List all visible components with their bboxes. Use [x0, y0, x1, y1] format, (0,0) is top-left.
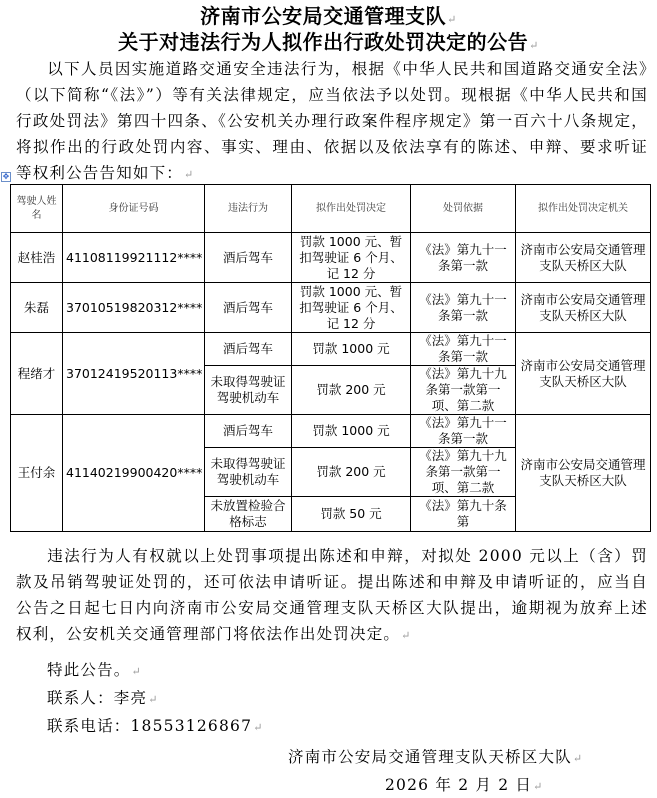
penalty: 罚款 200 元: [292, 366, 411, 415]
paragraph-mark-icon: ↵: [533, 780, 544, 793]
title-line-2: [0, 30, 657, 58]
violation: 未取得驾驶证驾驶机动车: [205, 366, 292, 415]
table-row: [11, 233, 651, 283]
penalty: 罚款 1000 元、暂扣驾驶证 6 个月、记 12 分: [292, 283, 411, 333]
header-penalty: 拟作出处罚决定: [292, 185, 411, 233]
paragraph-mark-icon: ↵: [148, 693, 159, 706]
penalty-table: [10, 184, 651, 532]
paragraph-mark-icon: ↵: [572, 752, 584, 765]
contact-person-text: 联系人：李亮: [47, 689, 148, 707]
violation: 未取得驾驶证驾驶机动车: [205, 448, 292, 497]
penalty: 罚款 1000 元: [292, 415, 411, 448]
table-row: [11, 283, 651, 333]
driver-name: 朱磊: [11, 283, 63, 333]
violation: 未放置检验合格标志: [205, 497, 292, 532]
paragraph-mark-icon: ↵: [447, 13, 457, 26]
paragraph-mark-icon: ↵: [184, 168, 195, 181]
date-line: [385, 775, 544, 797]
paragraph-mark-icon: ↵: [253, 721, 264, 734]
agency: 济南市公安局交通管理支队天桥区大队: [516, 333, 651, 415]
date-text: 2026 年 2 月 2 日: [385, 776, 533, 794]
table-row: [11, 333, 651, 366]
id-number: 41108119921112****: [63, 233, 205, 283]
announce-line: [47, 660, 142, 682]
announce-text: 特此公告。: [47, 661, 131, 679]
id-number: 41140219900420****: [63, 415, 205, 532]
header-violation: 违法行为: [205, 185, 292, 233]
penalty: 罚款 50 元: [292, 497, 411, 532]
paragraph-mark-icon: ↵: [401, 629, 412, 642]
basis: 《法》第九十一条第一款: [411, 233, 516, 283]
intro-text: 以下人员因实施道路交通安全违法行为，根据《中华人民共和国道路交通安全法》（以下简称“《法》”）等有关法律规定，应当依法予以处罚。现根据《中华人民共和国行政处罚法》第四十四条、《公安机关办理行政案件程序规定》第一百六十八条规定，将拟作出的行政处罚内容、事实、理由、依据以及依法享有的陈述、申辩、要求听证等权利公告告知如下：: [16, 60, 648, 182]
agency: 济南市公安局交通管理支队天桥区大队: [516, 415, 651, 532]
id-number: 37012419520113****: [63, 333, 205, 415]
violation: 酒后驾车: [205, 415, 292, 448]
signature-line: [288, 747, 583, 769]
paragraph-mark-icon: ↵: [131, 665, 142, 678]
title-line-1: [0, 4, 657, 32]
table-header-row: [11, 185, 651, 233]
header-driver-name: 驾驶人姓名: [11, 185, 63, 233]
agency: 济南市公安局交通管理支队天桥区大队: [516, 283, 651, 333]
driver-name: 王付余: [11, 415, 63, 532]
header-agency: 拟作出处罚决定机关: [516, 185, 651, 233]
basis: 《法》第九十一条第一款: [411, 283, 516, 333]
basis: 《法》第九十九条第一款第一项、第二款: [411, 448, 516, 497]
driver-name: 赵桂浩: [11, 233, 63, 283]
contact-phone-line: [47, 716, 264, 738]
penalty: 罚款 200 元: [292, 448, 411, 497]
header-id-number: 身份证号码: [63, 185, 205, 233]
header-basis: 处罚依据: [411, 185, 516, 233]
agency: 济南市公安局交通管理支队天桥区大队: [516, 233, 651, 283]
contact-person-line: [47, 688, 159, 710]
rights-paragraph: [16, 543, 648, 649]
title-line-1-text: 济南市公安局交通管理支队: [200, 4, 447, 28]
paragraph-mark-icon: ↵: [529, 39, 539, 52]
intro-paragraph: [16, 56, 648, 188]
table-move-handle-icon[interactable]: ✥: [2, 172, 10, 181]
violation: 酒后驾车: [205, 333, 292, 366]
violation: 酒后驾车: [205, 233, 292, 283]
table-row: [11, 415, 651, 448]
basis: 《法》第九十条第: [411, 497, 516, 532]
contact-phone-text: 联系电话：18553126867: [47, 717, 253, 735]
basis: 《法》第九十一条第一款: [411, 415, 516, 448]
driver-name: 程绪才: [11, 333, 63, 415]
penalty: 罚款 1000 元、暂扣驾驶证 6 个月、记 12 分: [292, 233, 411, 283]
rights-text: 违法行为人有权就以上处罚事项提出陈述和申辩，对拟处 2000 元以上（含）罚款及吊销驾驶证处罚的，还可依法申请听证。提出陈述和申辩及申请听证的，应当自公告之日起七日内向济南市公安局交通管理支队天桥区大队提出，逾期视为放弃上述权利，公安机关交通管理部门将依法作出处罚决定。: [16, 547, 648, 643]
penalty: 罚款 1000 元: [292, 333, 411, 366]
signature-text: 济南市公安局交通管理支队天桥区大队: [288, 748, 572, 766]
violation: 酒后驾车: [205, 283, 292, 333]
basis: 《法》第九十九条第一款第一项、第二款: [411, 366, 516, 415]
title-line-2-text: 关于对违法行为人拟作出行政处罚决定的公告: [118, 30, 529, 54]
basis: 《法》第九十一条第一款: [411, 333, 516, 366]
id-number: 37010519820312****: [63, 283, 205, 333]
